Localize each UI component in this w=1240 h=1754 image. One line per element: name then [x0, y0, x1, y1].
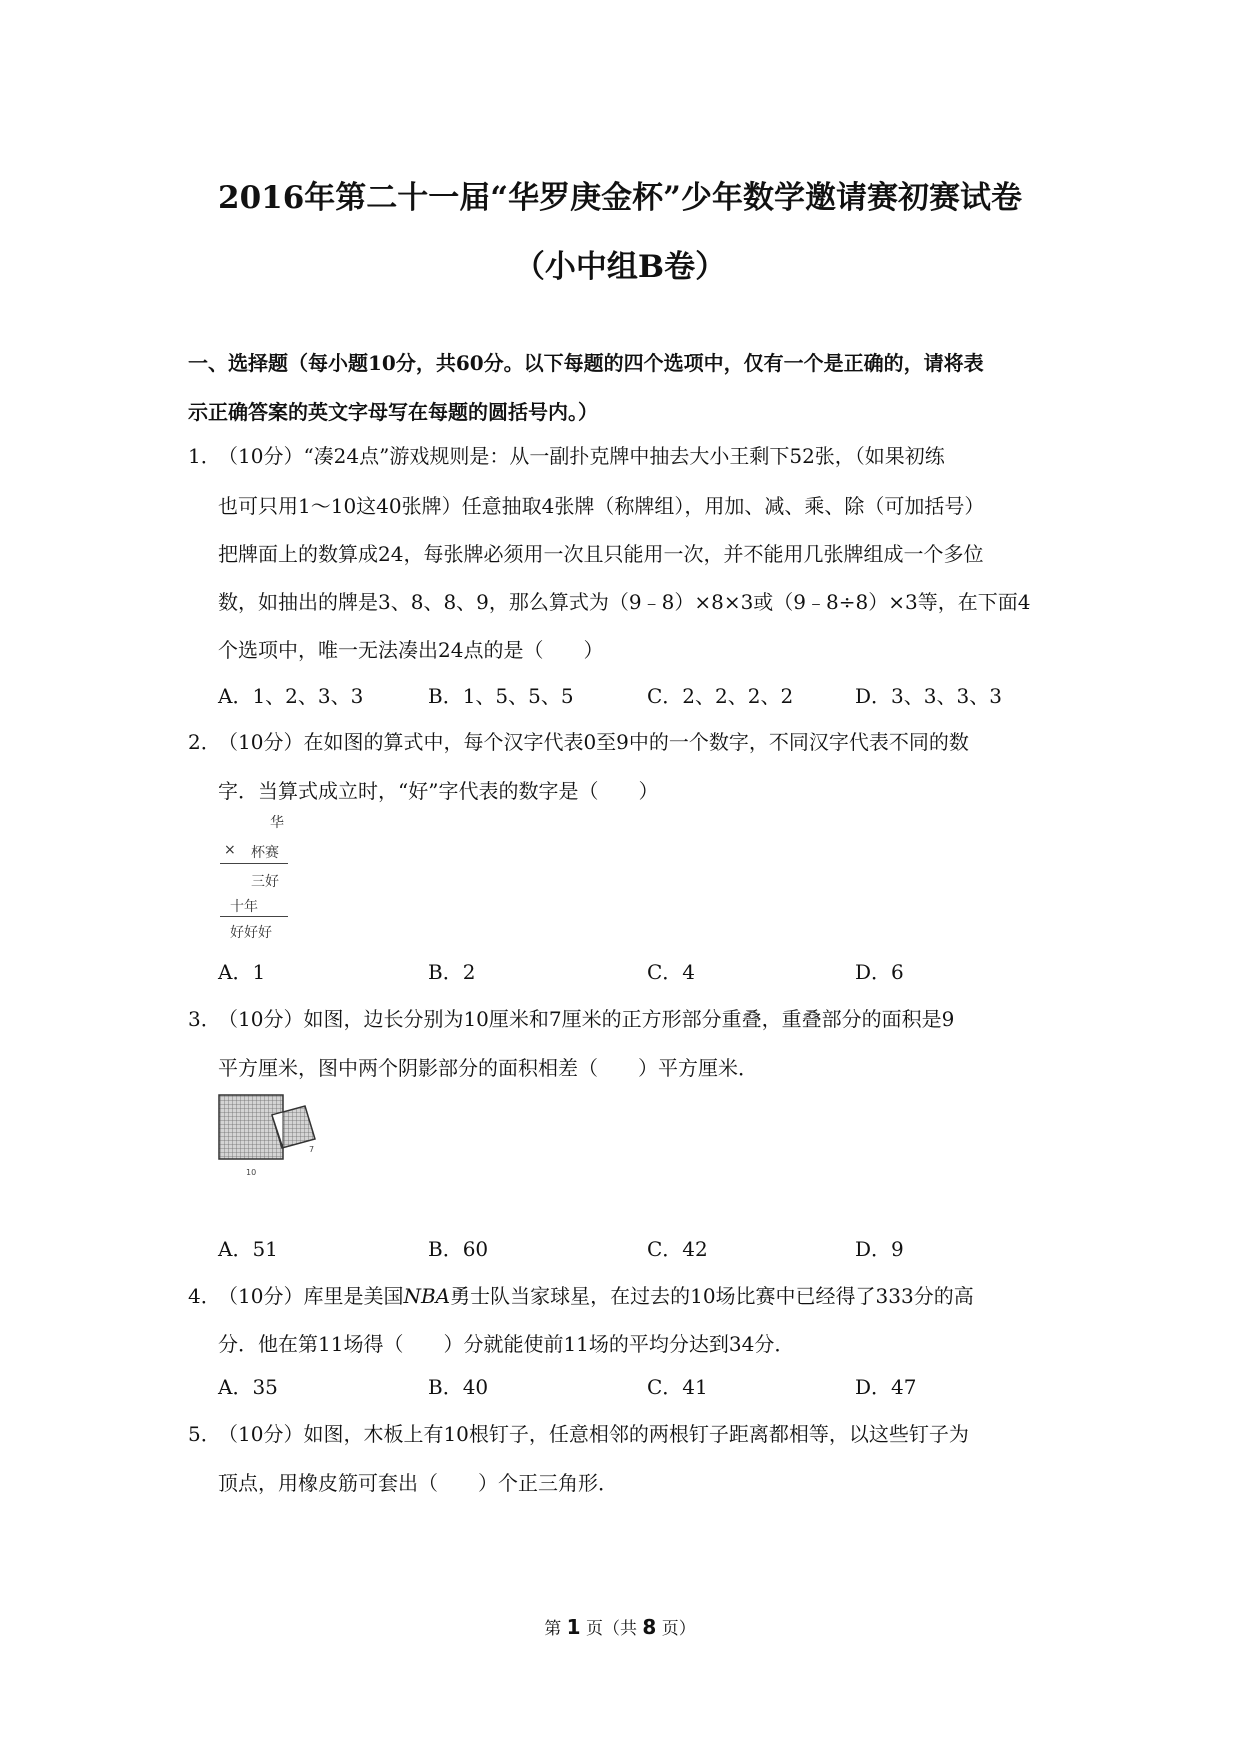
figure-rule-line: [220, 916, 288, 917]
figure-partial-2: 十年: [230, 899, 258, 915]
question-1-text-line: （10分）“凑24点”游戏规则是：从一副扑克牌中抽去大小王剩下52张，（如果初练: [218, 444, 945, 468]
footer-pre: 第: [544, 1619, 562, 1639]
question-2-figure: [218, 812, 290, 942]
small-square-label: 7: [309, 1145, 315, 1154]
question-1-text-line: 数，如抽出的牌是3、8、8、9，那么算式为（9﹣8）×8×3或（9﹣8÷8）×3等，在下面4: [218, 590, 1031, 614]
question-3-number: 3．: [188, 1007, 221, 1031]
figure-result: 好好好: [230, 925, 272, 941]
question-2-option-a[interactable]: A．1: [218, 960, 266, 984]
question-3-text-line: （10分）如图，边长分别为10厘米和7厘米的正方形部分重叠，重叠部分的面积是9: [218, 1007, 955, 1031]
question-2-option-d[interactable]: D．6: [855, 960, 904, 984]
footer-total-pages: 8: [642, 1615, 657, 1639]
question-1-option-b[interactable]: B．1、5、5、5: [428, 684, 574, 708]
footer-post: 页）: [661, 1619, 696, 1639]
question-1-text-line: 个选项中，唯一无法凑出24点的是（ ）: [218, 638, 604, 662]
question-3-option-b[interactable]: B．60: [428, 1237, 489, 1261]
question-1-option-d[interactable]: D．3、3、3、3: [855, 684, 1002, 708]
question-4-option-b[interactable]: B．40: [428, 1375, 489, 1399]
question-3-text-line: 平方厘米，图中两个阴影部分的面积相差（ ）平方厘米．: [218, 1056, 758, 1080]
figure-times-sign: ×: [224, 842, 236, 858]
question-1-text-line: 也可只用1～10这40张牌）任意抽取4张牌（称牌组），用加、减、乘、除（可加括号）: [218, 494, 985, 518]
figure-digit-hua: 华: [270, 815, 284, 831]
question-2-text-line: 字．当算式成立时，“好”字代表的数字是（ ）: [218, 779, 659, 803]
question-3-option-c[interactable]: C．42: [647, 1237, 708, 1261]
question-3-option-a[interactable]: A．51: [218, 1237, 278, 1261]
question-4-option-c[interactable]: C．41: [647, 1375, 708, 1399]
figure-rule-line: [220, 863, 288, 864]
question-4-number: 4．: [188, 1284, 221, 1308]
big-square-shaded: [219, 1095, 283, 1159]
question-1-option-c[interactable]: C．2、2、2、2: [647, 684, 794, 708]
footer-mid: 页（共: [586, 1619, 637, 1639]
question-3-figure: [216, 1092, 336, 1182]
question-4-text-line: 分．他在第11场得（ ）分就能使前11场的平均分达到34分．: [218, 1332, 795, 1356]
figure-multiplier: 杯赛: [251, 845, 279, 861]
question-2-text-line: （10分）在如图的算式中，每个汉字代表0至9中的一个数字，不同汉字代表不同的数: [218, 730, 969, 754]
question-4-text-pre: （10分）库里是美国: [218, 1284, 404, 1308]
question-1-text-line: 把牌面上的数算成24，每张牌必须用一次且只能用一次，并不能用几张牌组成一个多位: [218, 542, 984, 566]
question-2-option-c[interactable]: C．4: [647, 960, 696, 984]
question-2-number: 2．: [188, 730, 221, 754]
footer-page-number: 1: [566, 1615, 581, 1639]
question-2-option-b[interactable]: B．2: [428, 960, 476, 984]
figure-partial-1: 三好: [251, 874, 279, 890]
question-5-number: 5．: [188, 1422, 221, 1446]
question-4-option-a[interactable]: A．35: [218, 1375, 278, 1399]
question-4-text-line: [218, 1280, 974, 1309]
section-heading-line1: 一、选择题（每小题10分，共60分。以下每题的四个选项中，仅有一个是正确的，请将表: [188, 351, 984, 375]
question-4-text-post: 勇士队当家球星，在过去的10场比赛中已经得了333分的高: [450, 1284, 974, 1308]
question-5-text-line: （10分）如图，木板上有10根钉子，任意相邻的两根钉子距离都相等，以这些钉子为: [218, 1422, 969, 1446]
question-1-number: 1．: [188, 444, 221, 468]
section-heading-line2: 示正确答案的英文字母写在每题的圆括号内。）: [188, 400, 598, 424]
exam-title: 2016年第二十一届“华罗庚金杯”少年数学邀请赛初赛试卷: [218, 180, 1022, 216]
question-4-option-d[interactable]: D．47: [855, 1375, 917, 1399]
question-4-nba: NBA: [403, 1284, 451, 1308]
question-3-option-d[interactable]: D．9: [855, 1237, 904, 1261]
question-1-option-a[interactable]: A．1、2、3、3: [218, 684, 364, 708]
exam-subtitle: （小中组B卷）: [513, 249, 727, 285]
big-square-label: 10: [246, 1168, 257, 1177]
page-footer: [0, 1614, 1240, 1639]
question-5-text-line: 顶点，用橡皮筋可套出（ ）个正三角形．: [218, 1471, 618, 1495]
